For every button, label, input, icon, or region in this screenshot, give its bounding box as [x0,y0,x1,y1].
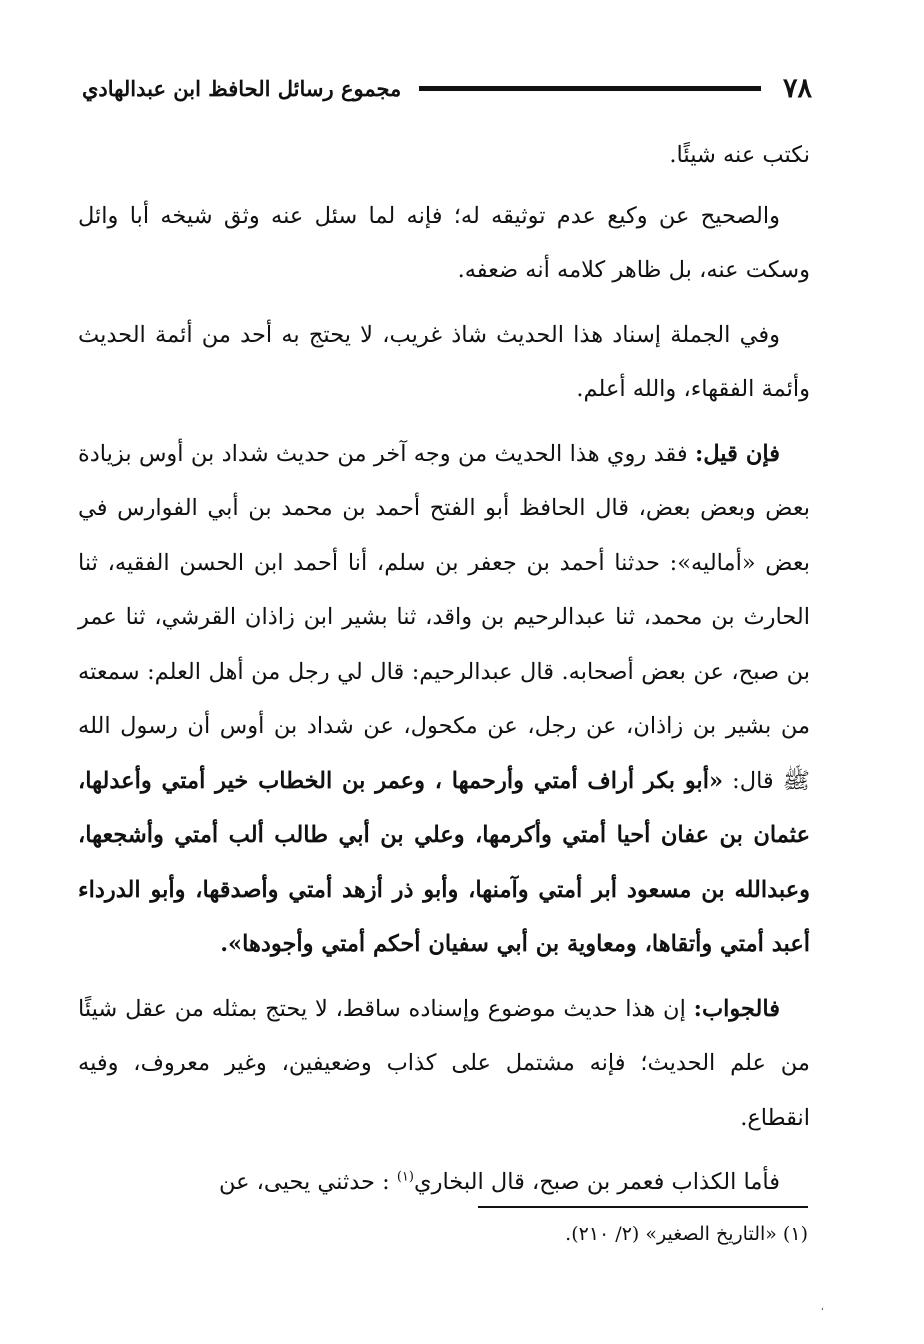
page-header [82,68,812,108]
page-number: ٧٨ [782,72,812,104]
paragraph-text: وفي الجملة إسناد هذا الحديث شاذ غريب، لا يحتج به أحد من أئمة الحديث وأئمة الفقهاء، والله أعلم. [78,321,810,402]
paragraph [78,427,810,972]
paragraph-text: : حدثني يحيى، عن [218,1169,397,1195]
footnote: (١) «التاريخ الصغير» (٢/ ٢١٠). [565,1223,808,1245]
paragraph [78,308,810,417]
paragraph-text: فقد روي هذا الحديث من وجه آخر من حديث شداد بن أوس بزيادة بعض وبعض بعض، قال الحافظ أبو الفتح أحمد بن محمد بن أبي الفوارس في بعض «أماليه»: حدثنا أحمد بن جعفر بن سلم، أنا أحمد ابن الحسن الفقيه، ثنا الحارث بن محمد، ثنا عبدالرحيم بن واقد، ثنا بشير ابن زاذان القرشي، ثنا عمر بن صبح، عن بعض أصحابه. قال عبدالرحيم: قال لي رجل من أهل العلم: سمعته من بشير بن زاذان، عن رجل، عن مكحول، عن شداد بن أوس أن رسول الله ﷺ قال: [78,440,810,794]
body-text [78,128,810,1220]
paragraph [78,189,810,298]
hadith-quote: «أبو بكر أراف أمتي وأرحمها ، وعمر بن الخطاب خير أمتي وأعدلها، عثمان بن عفان أحيا أمتي وأكرمها، وعلي بن أبي طالب ألب أمتي وأشجعها، وعبدالله بن مسعود أبر أمتي وآمنها، وأبو ذر أزهد أمتي وأصدقها، وأبو الدرداء أعبد أمتي وأتقاها، ومعاوية بن أبي سفيان أحكم أمتي وأجودها». [78,767,810,957]
paragraph-text: نكتب عنه شيئًا. [669,142,810,168]
running-title: مجموع رسائل الحافظ ابن عبدالهادي [82,75,402,101]
header-rule [419,86,761,91]
paragraph-lead: فالجواب: [693,995,780,1022]
paragraph [78,1155,810,1210]
paragraph [78,128,810,183]
paragraph-lead: فإن قيل: [694,440,780,467]
paragraph-text: فأما الكذاب فعمر بن صبح، قال البخاري [413,1169,780,1195]
footnote-reference[interactable]: (١) [396,1169,414,1185]
paragraph-text: إن هذا حديث موضوع وإسناده ساقط، لا يحتج بمثله من عقل شيئًا من علم الحديث؛ فإنه مشتمل على كذاب وضعيفين، وغير معروف، وفيه انقطاع. [78,995,810,1131]
paragraph [78,982,810,1146]
page-mark: ، [820,1302,824,1313]
footnote-rule [478,1206,808,1208]
paragraph-text: والصحيح عن وكيع عدم توثيقه له؛ فإنه لما سئل عنه وثق شيخه أبا وائل وسكت عنه، بل ظاهر كلامه أنه ضعفه. [78,202,810,283]
